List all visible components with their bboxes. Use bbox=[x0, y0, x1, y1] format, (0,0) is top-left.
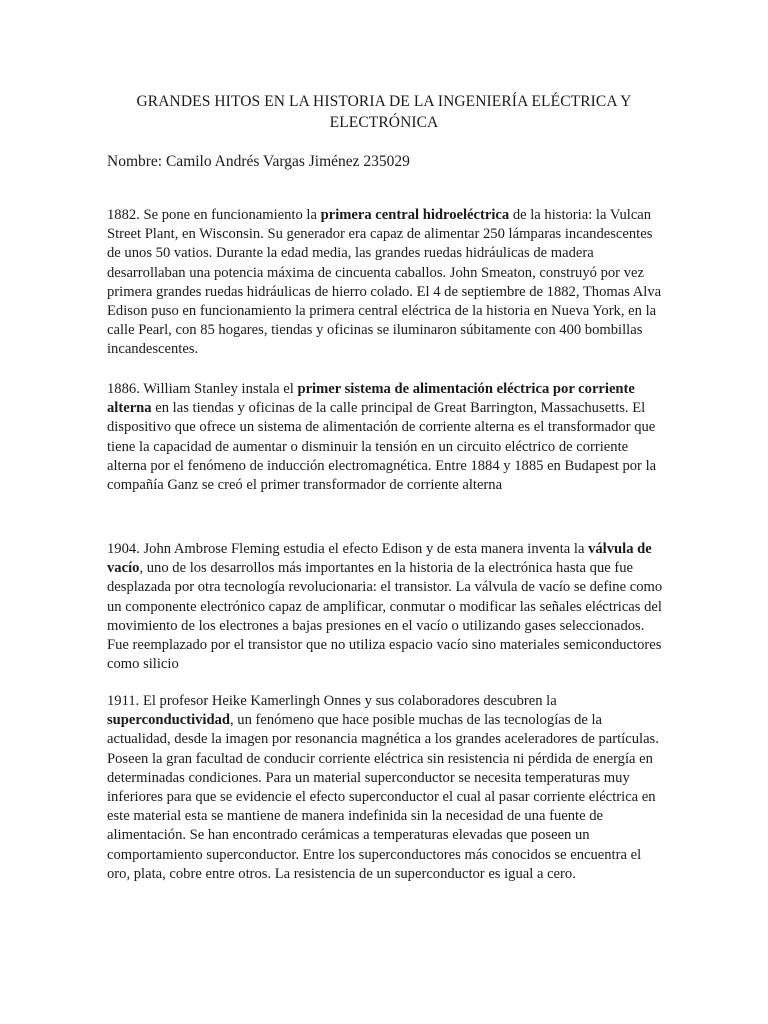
paragraph-text: , uno de los desarrollos más importantes en la historia de la electrónica hasta que fue desplazada por otra tecnología revolucionaria: el transistor. La válvula de vacío se define como un componente electrónico capaz de amplificar, conmutar o modificar las señales eléctricas del movimiento de los electrones a bajas presiones en el vacío o utilizando gases seleccionados. Fue reemplazado por el transistor que no utiliza espacio vacío sino materiales semiconductores como silicio bbox=[107, 560, 663, 673]
paragraph-text: 1886. William Stanley instala el bbox=[107, 381, 298, 397]
paragraph-text: 1911. El profesor Heike Kamerlingh Onnes y sus colaboradores descubren la bbox=[107, 693, 557, 709]
highlight-term: válvula de vacío bbox=[107, 541, 652, 577]
document-title: GRANDES HITOS EN LA HISTORIA DE LA INGENIERÍA ELÉCTRICA Y ELECTRÓNICA bbox=[136, 93, 632, 131]
paragraph-1911 bbox=[107, 692, 667, 884]
paragraph-text: de la historia: la Vulcan Street Plant, en Wisconsin. Su generador era capaz de alimentar 250 lámparas incandescentes de unos 50 vatios. Durante la edad media, las grandes ruedas hidráulicas de madera desarrollaban una potencia máxima de cincuenta caballos. John Smeaton, construyó por vez primera grandes ruedas hidráulicas de hierro colado. El 4 de septiembre de 1882, Thomas Alva Edison puso en funcionamiento la primera central eléctrica de la historia en Nueva York, en la calle Pearl, con 85 hogares, tiendas y oficinas se iluminaron súbitamente con 400 bombillas incandescentes. bbox=[107, 207, 662, 358]
paragraph-1904 bbox=[107, 540, 667, 674]
highlight-term: primera central hidroeléctrica bbox=[320, 207, 510, 223]
paragraph-1886 bbox=[107, 380, 667, 495]
paragraph-text: 1904. John Ambrose Fleming estudia el efecto Edison y de esta manera inventa la bbox=[107, 541, 589, 557]
paragraph-text: 1882. Se pone en funcionamiento la bbox=[107, 207, 321, 223]
paragraph-text: en las tiendas y oficinas de la calle principal de Great Barrington, Massachusetts. El dispositivo que ofrece un sistema de alimentación de corriente alterna es el transformador que tiene la capacidad de aumentar o disminuir la tensión en un circuito eléctrico de corriente alterna por el fenómeno de inducción electromagnética. Entre 1884 y 1885 en Budapest por la compañía Ganz se creó el primer transformador de corriente alterna bbox=[107, 400, 657, 494]
highlight-term: primer sistema de alimentación eléctrica por corriente alterna bbox=[107, 381, 635, 417]
author-line: Nombre: Camilo Andrés Vargas Jiménez 235029 bbox=[107, 153, 410, 170]
paragraph-1882 bbox=[107, 206, 667, 360]
highlight-term: superconductividad bbox=[107, 712, 230, 729]
paragraph-text: , un fenómeno que hace posible muchas de las tecnologías de la actualidad, desde la imagen por resonancia magnética a los grandes aceleradores de partículas. Poseen la gran facultad de conducir corriente eléctrica sin resistencia ni pérdida de energía en determinadas condiciones. Para un material superconductor se necesita temperaturas muy inferiores para que se evidencie el efecto superconductor el cual al pasar corriente eléctrica en este material esta se mantiene de manera indefinida sin la necesidad de una fuente de alimentación. Se han encontrado cerámicas a temperaturas elevadas que poseen un comportamiento superconductor. Entre los superconductores más conocidos se encuentra el oro, plata, cobre entre otros. La resistencia de un superconductor es igual a cero. bbox=[107, 712, 659, 882]
